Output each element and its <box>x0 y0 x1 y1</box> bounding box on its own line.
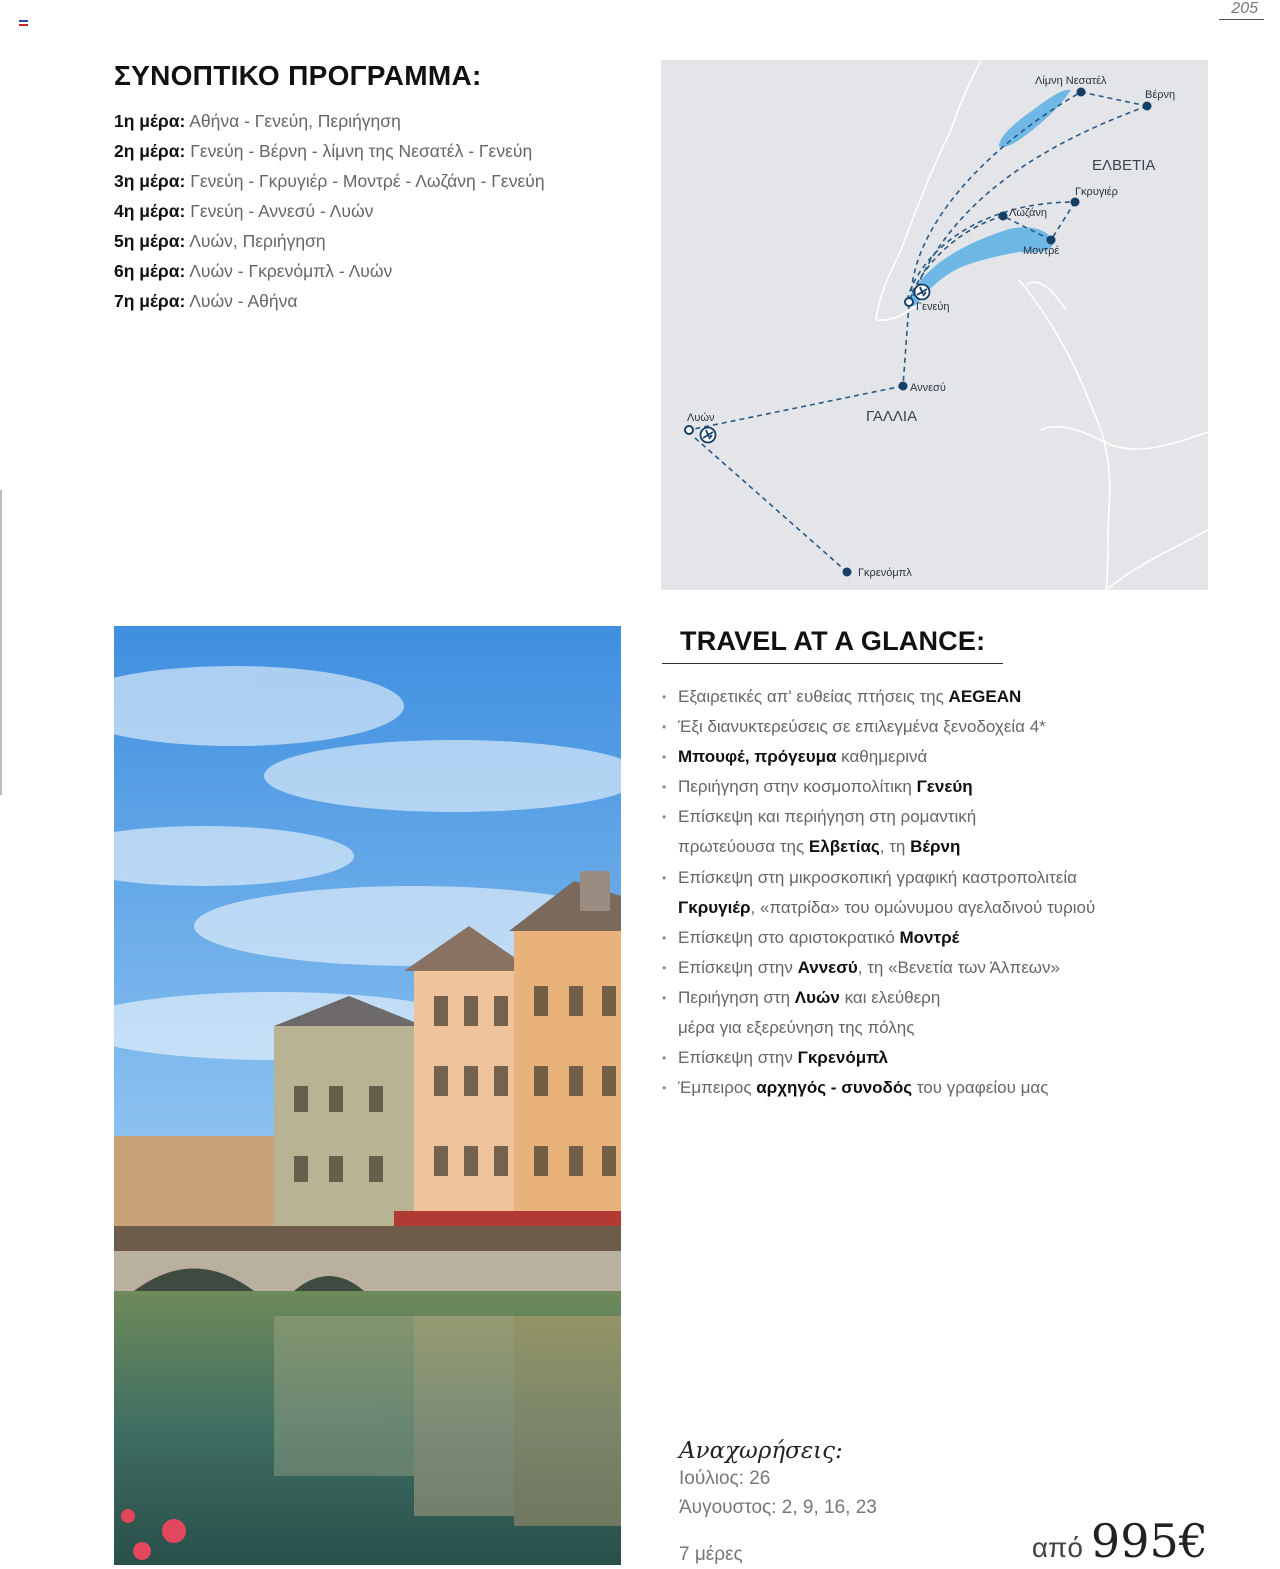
border-italy <box>1041 427 1208 449</box>
gruyeres-dot <box>1071 198 1080 207</box>
label-france: ΓΑΛΛΙΑ <box>866 408 918 425</box>
page-edge-divider <box>0 490 2 795</box>
glance-item: • Έμπειρος αρχηγός - συνοδός του γραφείου μας <box>662 1073 1222 1103</box>
bern-dot <box>1143 102 1152 111</box>
label-neuchatel: Λίμνη Νεσατέλ <box>1035 75 1107 87</box>
price-amount: 995€ <box>1090 1514 1208 1568</box>
label-gruyeres: Γκρυγιέρ <box>1075 186 1118 198</box>
airport-icon <box>701 428 716 443</box>
montreux-dot <box>1047 236 1056 245</box>
border-east <box>1019 280 1110 590</box>
glance-item: • Μπουφέ, πρόγευμα καθημερινά <box>662 742 1222 772</box>
glance-item: • Περιήγηση στην κοσμοπολίτικη Γενεύη <box>662 772 1222 802</box>
glance-item: • Έξι διανυκτερεύσεις σε επιλεγμένα ξενοδοχεία 4* <box>662 712 1222 742</box>
glance-item: • Επίσκεψη στο αριστοκρατικό Μοντρέ <box>662 923 1222 953</box>
departures-july: Ιούλιος: 26 <box>679 1468 771 1489</box>
label-switzerland: ΕΛΒΕΤΙΑ <box>1092 157 1156 174</box>
country-borders <box>876 60 1208 590</box>
route-map-svg <box>661 60 1208 590</box>
price-tag <box>1032 1514 1208 1568</box>
departures <box>679 1438 877 1522</box>
program-day-list <box>114 106 634 316</box>
airport-icon <box>915 285 930 300</box>
program-title: ΣΥΝΟΠΤΙΚΟ ΠΡΟΓΡΑΜΜΑ: <box>114 60 482 91</box>
program-day: 5η μέρα: Λυών, Περιήγηση <box>114 231 326 251</box>
label-montreux: Μοντρέ <box>1023 245 1060 257</box>
departures-title: Αναχωρήσεις: <box>679 1438 843 1464</box>
label-lausanne: Λωζάνη <box>1009 207 1048 219</box>
page-number: 205 <box>1219 0 1264 20</box>
glance-item: • Επίσκεψη στην Γκρενόμπλ <box>662 1043 1222 1073</box>
glance-item: • Εξαιρετικές απ' ευθείας πτήσεις της AEGEAN <box>662 682 1222 712</box>
label-bern: Βέρνη <box>1145 89 1176 101</box>
route-map <box>661 60 1208 590</box>
lyon-origin-dot <box>685 426 693 434</box>
geneva-origin-dot <box>905 298 913 306</box>
annecy-photo-svg <box>114 626 621 1565</box>
program-day: 3η μέρα: Γενεύη - Γκρυγιέρ - Μοντρέ - Λωζάνη - Γενεύη <box>114 171 545 191</box>
program-day: 4η μέρα: Γενεύη - Αννεσύ - Λυών <box>114 201 374 221</box>
summary-program <box>114 60 634 316</box>
glance-title-underline <box>662 663 1003 664</box>
program-day: 6η μέρα: Λυών - Γκρενόμπλ - Λυών <box>114 261 393 281</box>
glance-list <box>662 682 1222 1103</box>
grenoble-dot <box>843 568 852 577</box>
route-gruyeres-montreux <box>1051 202 1075 240</box>
glance-item: • Επίσκεψη στη μικροσκοπική γραφική καστροπολιτεία Γκρυγιέρ, «πατρίδα» του ομώνυμου αγελαδινού τυριού <box>662 863 1222 923</box>
annecy-photo <box>114 626 621 1565</box>
label-geneva: Γενεύη <box>916 301 950 313</box>
flag-icon <box>19 20 28 26</box>
label-lyon: Λυών <box>687 412 715 424</box>
program-day: 1η μέρα: Αθήνα - Γενεύη, Περιήγηση <box>114 111 401 131</box>
program-day: 7η μέρα: Λυών - Αθήνα <box>114 291 298 311</box>
label-annecy: Αννεσύ <box>910 382 946 394</box>
trip-duration: 7 μέρες <box>679 1544 743 1565</box>
label-grenoble: Γκρενόμπλ <box>858 567 912 579</box>
program-day: 2η μέρα: Γενεύη - Βέρνη - λίμνη της Νεσατέλ - Γενεύη <box>114 141 533 161</box>
glance-item: • Επίσκεψη και περιήγηση στη ρομαντική πρωτεύουσα της Ελβετίας, τη Βέρνη <box>662 802 1222 862</box>
lausanne-dot <box>999 212 1008 221</box>
border-south <box>1106 530 1208 590</box>
travel-at-a-glance <box>662 626 1222 1103</box>
neuchatel-dot <box>1077 88 1086 97</box>
glance-item: • Επίσκεψη στην Αννεσύ, τη «Βενετία των Άλπεων» <box>662 953 1222 983</box>
departures-august: Άυγουστος: 2, 9, 16, 23 <box>679 1497 877 1518</box>
route-lines <box>689 92 1147 572</box>
lake-neuchatel-shape <box>999 90 1071 148</box>
route-geneva-annecy <box>903 304 909 386</box>
glance-title: TRAVEL AT A GLANCE: <box>680 626 986 656</box>
price-from: από <box>1031 1532 1083 1563</box>
annecy-dot <box>899 382 908 391</box>
route-lyon-grenoble <box>695 438 847 572</box>
glance-item: • Περιήγηση στη Λυών και ελεύθερη μέρα για εξερεύνηση της πόλης <box>662 983 1222 1043</box>
route-neuchatel-bern <box>1081 92 1147 106</box>
